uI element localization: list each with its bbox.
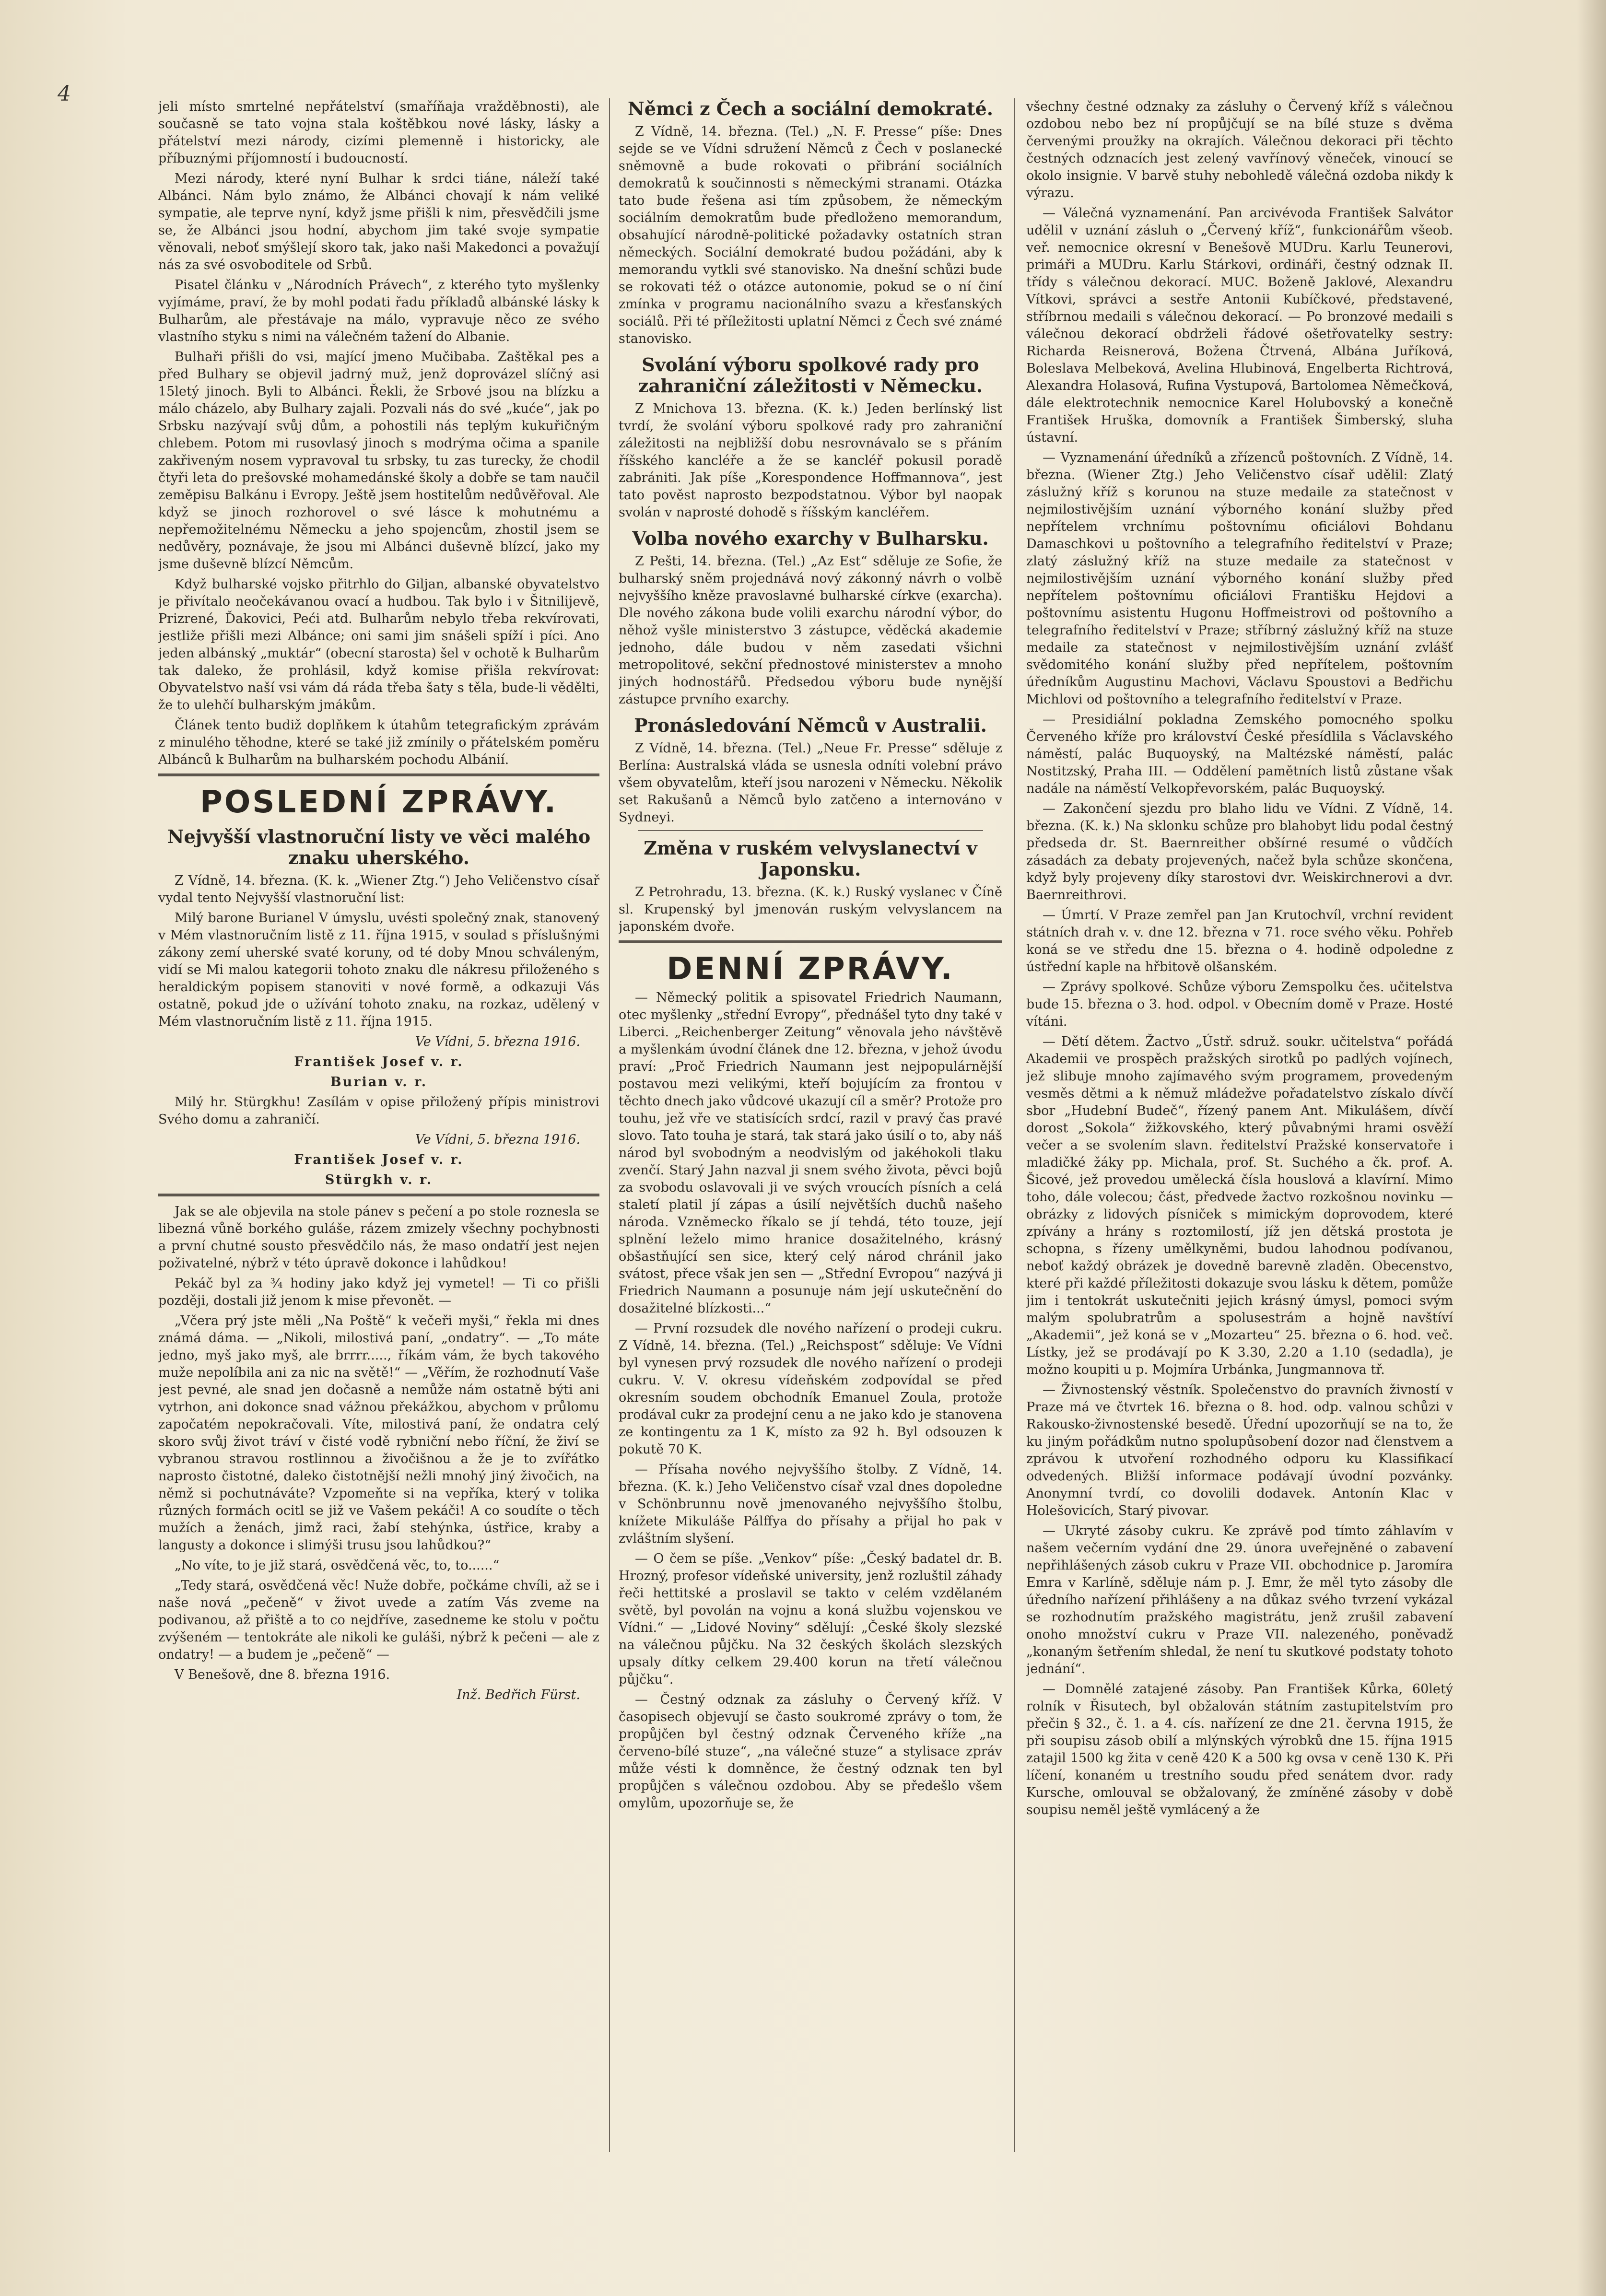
article-text: — Vyznamenání úředníků a zřízenců poštovních. Z Vídně, 14. března. (Wiener Ztg.) Jeho Veličenstvo císař udělil: Zlatý záslužný kříž s korunou na stuze medaile za statečnost v nejmilostivějším uznání výborného konání služby před nepřítelem vrchnímu poštovnímu oficiálovi Bohdanu Damaschkovi u poštovního a telegrafního ředitelství v Praze; zlatý záslužný kříž na stuze medaile za statečnost v nejmilostivějším uznání výborného konání služby před nepřítelem poštovnímu oficiálovi Františku Hejdovi a poštovnímu asistentu Hugonu Hoffmeistrovi od poštovního a telegrafního ředitelství v Praze; stříbrný záslužný kříž na stuze medaile za statečnost v nejmilostivějším uznání zvlášť svědomitého konání služby před nepřítelem, poštovním úředníkům Augustinu Machovi, Václavu Spoustovi a Bedřichu Michlovi od poštovního a telegrafního ředitelství v Praze. — [1026, 450, 1453, 707]
signature: Inž. Bedřich Fürst. — [457, 1687, 580, 1702]
dateline: Ve Vídni, 5. března 1916. — [415, 1132, 580, 1147]
article-text: „No víte, to je již stará, osvědčená věc, to, to......“ — [175, 1558, 500, 1573]
article-text: Bulhaři přišli do vsi, mající jmeno Mučibaba. Zaštěkal pes a před Bulhary se objevil jadrný muž, jenž doprovázel slíčný asi 15letý jinoch. Byli to Albánci. Řekli, že Srbové jsou na blízku a málo cházelo, aby Bulhary zajali. Pozvali nás do své „kuće“, jak po Srbsku nazývají svůj dům, a pohostili nás teplým kukuřičným chlebem. Potom mi rusovlasý jinoch s modrýma očima a spanile zakřiveným nosem vypravoval tu srbsky, tu zas turecky, že chodil čtyři leta do prešovské mohamedánské školy a dobře se tam naučil zeměpisu Balkánu i Evropy. Ještě jsem hostitelům nedůvěřoval. Ale když se jinoch rozhorovel o své lásce k mohutnému a nepřemožitelnému Německu a jeho spojencům, zhostil jsem se nedůvěry, poznávaje, že jsou mi Albánci duševně blízcí, jako my jsme duševně blízcí Němcům. — [158, 350, 599, 572]
section-divider — [158, 1194, 599, 1196]
article-headline: Nejvyšší vlastnoruční listy ve věci malého znaku uherského. — [167, 826, 591, 868]
article-divider — [638, 830, 983, 831]
article-text: Z Mnichova 13. března. (K. k.) Jeden berlínský list tvrdí, že svolání výboru spolkové rady pro zahraniční záležitosti na nejbližší dobu nesrovnávalo se s přáním říšského kancléře a že se kancléř pokusil poradě zabrániti. Jak píše „Korespondence Hoffmannova“, jest tato pověst naprosto bezpodstatnou. Výbor byl naopak svolán v naprosté dohodě s říšským kancléřem. — [619, 401, 1002, 520]
section-divider — [619, 940, 1002, 943]
article-text: — Čestný odznak za zásluhy o Červený kříž. V časopisech objevují se často soukromé zprávy o tom, že propůjčen byl čestný odznak Červeného kříže „na červeno-bílé stuze“, „na válečné stuze“ a stylisace zpráv může vésti k domněnce, že čestný odznak ten byl propůjčen s válečnou ozdobou. Aby se předešlo všem omylům, upozorňuje se, že — [619, 1692, 1002, 1811]
signature: František Josef v. r. — [294, 1152, 464, 1167]
article-headline: Pronásledování Němců v Australii. — [634, 715, 987, 736]
section-divider — [158, 773, 599, 776]
page-edge-shadow — [1577, 0, 1606, 2296]
article-text: Když bulharské vojsko přitrhlo do Giljan, albanské obyvatelstvo je přivítalo neočekávanou ovací a hudbou. Tak bylo i v Šitnilijevě, Prizrené, Ďakovici, Peći atd. Bulharům nebylo třeba rekvírovati, jestliže přišli mezi Albánce; oni sami jim snášeli spíží i píci. Ano jeden albánský „muktár“ (obecní starosta) šel v ochotě k Bulharům tak daleko, že prohlásil, když komise přišla rekvírovat: Obyvatelstvo naší vsi vám dá ráda třeba šaty s těla, bude-li vědělti, že to ulehčí bulharským jmákům. — [158, 577, 599, 713]
article-text: — Přísaha nového nejvyššího štolby. Z Vídně, 14. března. (K. k.) Jeho Veličenstvo císař vzal dnes dopoledne v Schönbrunnu nově jmenovaného nejvyššího štolbu, knížete Mikuláše Pálffya do přísahy a přijal ho pak v zvláštním slyšení. — [619, 1462, 1002, 1546]
article-text: Z Petrohradu, 13. března. (K. k.) Ruský vyslanec v Číně sl. Krupenský byl jmenován ruským velvyslancem na japonském dvoře. — [619, 885, 1002, 934]
article-text: Z Vídně, 14. března. (K. k. „Wiener Ztg.“) Jeho Veličenstvo císař vydal tento Nejvyšší vlastnoruční list: — [158, 873, 599, 905]
signature: Burian v. r. — [330, 1075, 428, 1089]
article-text: — Zakončení sjezdu pro blaho lidu ve Vídni. Z Vídně, 14. března. (K. k.) Na sklonku schůze pro blahobyt lidu podal čestný předseda dr. St. Baernreither obšírné resumé o vůdčích zásadách za debaty projevených, načež byla schůze skončena, když byly projeveny díky starostovi dvr. Weiskirchnerovi a dvr. Baernreithrovi. — [1026, 801, 1453, 902]
article-text: Jak se ale objevila na stole pánev s pečení a po stole roznesla se libezná vůně borkého guláše, rázem zmizely všechny pochybnosti a první chutné sousto přesvědčilo nás, že maso ondatří jest nejen poživatelné, nýbrž v této úpravě dokonce i lahůdkou! — [158, 1204, 599, 1271]
article-text: — Domnělé zatajené zásoby. Pan František Kůrka, 60letý rolník v Řisutech, byl obžalován státním zastupitelstvím pro přečin § 32., č. 1. a 4. cís. nařízení ze dne 21. června 1915, že při soupisu zásob obilí a mlýnských výrobků dne 15. října 1915 zatajil 1500 kg žita v ceně 420 K a 500 kg ovsa v ceně 130 K. Při líčení, konaném u trestního soudu před senátem dvor. rady Kursche, omlouval se obžalovaný, že zmíněné zásoby v době soupisu neměl ještě vymlácený a že — [1026, 1682, 1453, 1817]
dateline: Ve Vídni, 5. března 1916. — [415, 1034, 580, 1049]
column-1 — [158, 98, 599, 2171]
article-text: — O čem se píše. „Venkov“ píše: „Český badatel dr. B. Hrozný, profesor vídeňské university, jenž rozluštil záhady řeči hettitské a proslavil se takto v celém vzdělaném světě, byl povolán na vojnu a koná službu vojenskou ve Vídni.“ — „Lidové Noviny“ sdělují: „České školy slezské na válečnou půjčku. Na 32 českých školách slezských upsaly dítky celkem 29.400 korun na třetí válečnou půjčku“. — [619, 1551, 1002, 1687]
article-text: — První rozsudek dle nového nařízení o prodeji cukru. Z Vídně, 14. března. (Tel.) „Reichspost“ sděluje: Ve Vídni byl vynesen prvý rozsudek dle nového nařízení o prodeji cukru. V. V. okresu vídeňském zodpovídal se před okresním soudem obchodník Emanuel Zoula, protože prodával cukr za prodejní cenu a ne jako kdo je stanovena ze kontingentu za 1 K, místo za 92 h. Byl odsouzen k pokutě 70 K. — [619, 1321, 1002, 1457]
article-text: — Presidiální pokladna Zemského pomocného spolku Červeného kříže pro království České přesídlila s Václavského náměstí, palác Buquoyský, na Maltézské náměstí, palác Nostitzský, Praha III. — Oddělení pamětních listů zůstane však nadále na náměstí Velkopřevorském, palác Buquoyský. — [1026, 712, 1453, 796]
article-headline: Změna v ruském velvyslanectví v Japonsku. — [644, 837, 977, 880]
article-text: Článek tento budiž doplňkem k útahům tetegrafickým zprávám z minulého těhodne, které se také již zmínily o přátelském poměru Albánců k Bulharům na bulharském pochodu Albánií. — [158, 718, 599, 767]
dateline: V Benešově, dne 8. března 1916. — [175, 1667, 390, 1682]
signature: František Josef v. r. — [294, 1054, 464, 1069]
article-text: — Dětí dětem. Žactvo „Ústř. sdruž. soukr. učitelstva“ pořádá Akademii ve prospěch pražských sirotků po padlých vojínech, jež slibuje mnoho zajímavého svým programem, provedeným vesměs dětmi a k němuž mládežve pořadatelstvo získalo dívčí sbor „Hudební Budeč“, řízený panem Ant. Mikulášem, dívčí dorost „Sokola“ žižkovského, který půvabnými hrami osvěží večer a se svolením slavn. ředitelství Pražské konservatoře i mladičké žáky pp. Michala, prof. St. Suchého a čk. prof. A. Šicové, jež provedou umělecká čísla houslová a klavírní. Mimo toho, dále volecou; část, předvede žactvo rozkošnou novinku — obrázky z lidových písniček s mimickým doprovodem, které zpívány a hrány s roztomilostí, jíž jen dětská prostota je schopna, s řízeny umělkyněmi, budou lahodnou podívanou, neboť každý obrázek je dovedně barevně zladěn. Obecenstvo, které při každé příležitosti dokazuje svou lásku k dětem, pomůže jim i tentokrát uskutečniti jejich krásný úmysl, pomoci svým malým spolubratrům a spolusestrám a hojně navštíví „Akademii“, jež koná se v „Mozarteu“ 25. března o 6. hod. več. Lístky, jež se prodávají po K 3.30, 2.20 a 1.10 (sedadla), je možno koupiti u p. Mojmíra Urbánka, Jungmannova tř. — [1026, 1034, 1453, 1377]
column-2 — [619, 98, 1002, 2171]
signature: Stürgkh v. r. — [325, 1172, 433, 1187]
article-text: — Živnostenský věstník. Společenstvo do pravních živností v Praze má ve čtvrtek 16. března o 8. hod. odp. valnou schůzi v Rakousko-živnostenské besedě. Úřední upozorňují se na to, že ku jiným pořádkům nutno spolupůsobení dozor nad členstvem a zprávou k utvoření rozhodného odporu ku Klassifikací odvedených. Bližší informace podávají úvodní pozvánky. Anonymní tvrdí, co dovolili dodavek. Antonín Klac v Holešovicích, Starý pivovar. — [1026, 1382, 1453, 1518]
page-mark: 4 — [58, 82, 71, 106]
article-text: Mezi národy, které nyní Bulhar k srdci tiáne, náleží také Albánci. Nám bylo známo, že Albánci chovají k nám veliké sympatie, ale teprve nyní, když jsme přišli k nim, přesvědčili jsme se, že Albánci jsou hodní, abychom jim také svoje sympatie věnovali, neboť smýšlejí skoro tak, jako naši Makedonci a považují nás za své osvoboditele od Srbů. — [158, 171, 599, 272]
article-headline: Němci z Čech a sociální demokraté. — [628, 98, 993, 119]
article-text: „Včera prý jste měli „Na Poště“ k večeři myši,“ řekla mi dnes známá dáma. — „Nikoli, milostivá paní, „ondatry“. — „To máte jedno, myš jako myš, ale brrrr....., říkám vám, že bych takového muže nepolíbila ani za nic na světě!“ — „Věřím, že rozhodnutí Vaše jest pevné, ale snad jen dočasně a nemůže nám ostatně býti ani vytrhon, ani dokonce snad vážnou překážkou, abychom v průlomu započatém nepokračovali. Víte, milostivá paní, že ondatra celý skoro svůj život tráví v čisté vodě rybniční nebo říční, že živí se vybranou stravou rostlinnou a živočišnou a že je to zvířátko naprosto čistotné, daleko čistotnější nežli mnohý jiný živočich, na němž si pochutnáváte? Vzpomeňte si na vepříka, který v tolika různých formách ocitl se již ve Vašem pekáči! A co soudíte o těch mužích a ženách, jimž raci, žabí stehýnka, ústřice, kraby a langusty a dokonce i slimýši trusu jsou lahůdkou?“ — [158, 1313, 599, 1553]
article-text: Milý barone Burianel V úmyslu, uvésti společný znak, stanovený v Mém vlastnoručním listě z 11. října 1915, v soulad s příslušnými zákony zemí uherské svaté koruny, od té doby Mnou schváleným, vidí se Mi malou kategorii tohoto znaku dle nákresu přiloženého s heraldickým popisem stanoviti v nové formě, a odkazuji Vás ostatně, pokud jde o užívání tohoto znaku, na rozkaz, udělený v Mém vlastnoručním listě z 11. října 1915. — [158, 911, 599, 1029]
article-text: — Válečná vyznamenání. Pan arcivévoda František Salvátor udělil v uznání zásluh o „Červený kříž“, funkcionářům všeob. veř. nemocnice okresní v Benešově MUDru. Karlu Teunerovi, primáři a MUDru. Karlu Stárkovi, ordináři, čestný odznak II. třídy s válečnou dekorací. MUC. Boženě Jaklové, Alexandru Vítkovi, správci a sestře Antonii Kubíčkové, představené, stříbrnou medaili s válečnou dekorací. — Po bronzové medaili s válečnou dekorací obdrželi řádové ošetřovatelky sestry: Richarda Reisnerová, Božena Čtrvená, Albána Juříková, Boleslava Melbeková, Avelina Hlubinová, Engelberta Richtrová, Alexandra Holasová, Rufina Vystupová, Bartolomea Němečková, dále elektrotechnik nemocnice Karel Holubovský a konečně František Hruška, domovník a František Šimberský, sluha ústavní. — [1026, 206, 1453, 445]
section-title-denni-zpravy: DENNÍ ZPRÁVY. — [667, 951, 954, 987]
article-text: Z Vídně, 14. března. (Tel.) „N. F. Presse“ píše: Dnes sejde se ve Vídni sdružení Němců z Čech v poslanecké sněmovně a bude rokovati o přibrání sociálních demokratů k součinnosti s německými stranami. Otázka tato bude řešena asi tím způsobem, že německým sociálním demokratům bude předloženo memorandum, obsahující národně-politické požadavky ostatních stran německých. Sociální demokraté budou požádáni, aby k memorandu vytkli své stanovisko. Na dnešní schůzi bude se rokovati též o otázce autonomie, pokud se o ní činí zmínka v programu nacionálního svazu a křesťanských sociálů. Při té příležitosti uplatní Němci z Čech své známé stanovisko. — [619, 124, 1002, 346]
article-text: Milý hr. Stürgkhu! Zasílám v opise přiložený přípis ministrovi Svého domu a zahraničí. — [158, 1095, 599, 1127]
article-text: jeli místo smrtelné nepřátelství (smaříňaja vražděbnosti), ale současně se tato vojna stala koštěbkou nové lásky, lásky a přátelství mezi národy, cizími plemenně i historicky, ale příbuznými příjomností i budoucností. — [158, 99, 599, 166]
article-headline: Svolání výboru spolkové rady pro zahraniční záležitosti v Německu. — [638, 354, 983, 397]
article-headline: Volba nového exarchy v Bulharsku. — [632, 527, 989, 549]
section-title-posledni-zpravy: POSLEDNÍ ZPRÁVY. — [199, 785, 558, 820]
column-rule-2 — [1014, 98, 1015, 2152]
article-text: — Ukryté zásoby cukru. Ke zprávě pod tímto záhlavím v našem večerním vydání dne 29. února uveřejněné o zabavení nepřihlášených zásob cukru v Praze VII. obchodnice p. Jaromíra Emra v Karlíně, sděluje nám p. J. Emr, že měl tyto zásoby dle úředního nařízení přihlášeny a na důkaz svého tvrzení vykázal se rozhodnutím pražského magistrátu, jenž zrušil zabavení onoho množství cukru v Praze VII. nalezeného, poněvadž „konaným šetřením shledal, že není tu skutkové podstaty tohoto jednání“. — [1026, 1523, 1453, 1676]
column-3 — [1026, 98, 1453, 2171]
article-text: Z Pešti, 14. března. (Tel.) „Az Est“ sděluje ze Sofie, že bulharský sněm projednává nový zákonný návrh o volbě nejvyššího kněze pravoslavné bulharské církve (exarcha). Dle nového zákona bude volili exarchu národní výbor, do něhož vyšle ministerstvo 3 zástupce, věděcká akademie jednoho, dále budou v něm zasedati všichni metropolitové, sekční přednostové ministerstev a mnoho jiných hodnostářů. Předsedou výboru bude nynější zástupce prvního exarchy. — [619, 554, 1002, 707]
article-text: všechny čestné odznaky za zásluhy o Červený kříž s válečnou ozdobou nebo bez ní propůjčují se na bílé stuze s dvěma červenými proužky na okrajích. Válečnou dekoraci při těchto čestných odznacích jest zelený vavřínový věneček, vinoucí se okolo insignie. V barvě stuhy nebohledě válečná ozdoba nikdy k výrazu. — [1026, 99, 1453, 200]
article-text: — Úmrtí. V Praze zemřel pan Jan Krutochvíl, vrchní revident státních drah v. v. dne 12. března v 71. roce svého věku. Pohřeb koná se ve středu dne 15. března o 4. hodině odpoledne z ústřední kaple na hřbitově olšanském. — [1026, 908, 1453, 974]
article-text: „Tedy stará, osvědčená věc! Nuže dobře, počkáme chvíli, až se i naše nová „pečeně“ v život uvede a zatím Vás zveme na podivanou, až přiště a to co nejdříve, zasedneme ke stolu v počtu zvýšeném — tentokráte ale nikoli ke guláši, nýbrž k pečeni — ale z ondatry! — a budem je „pečeně“ — — [158, 1578, 599, 1662]
article-text: Pekáč byl za ¾ hodiny jako když jej vymetel! — Ti co přišli později, dostali již jenom k mise převonět. — — [158, 1276, 599, 1308]
article-text: Z Vídně, 14. března. (Tel.) „Neue Fr. Presse“ sděluje z Berlína: Australská vláda se usnesla odníti volební právo všem obyvatelům, kteří jsou narozeni v Německu. Několik set Rakušanů a Němců bylo zatčeno a internováno v Sydneyi. — [619, 741, 1002, 825]
article-text: — Německý politik a spisovatel Friedrich Naumann, otec myšlenky „střední Evropy“, přednášel tyto dny také v Liberci. „Reichenberger Zeitung“ věnovala jeho návštěvě a myšlenkám úvodní článek dne 12. března, v jehož úvodu praví: „Proč Friedrich Naumann jest nejpopulárnější postavou mezi velikými, kteří bojujícím za frontou v těchto dnech jako vůdcové ukazují cíl a směr? Protože pro touhu, jež vře ve statisících srdcí, razil v pravý čas pravé slovo. Tato touha je stará, tak stará jako úsilí o to, aby náš národ byl svobodným a neodvislým od jakéhokoli tlaku zvenčí. Starý Jahn nazval ji snem svého života, pěvci bojů za svobodu oslavovali ji ve svých vroucích písních a celá staletí platil jí zápas a úsilí největších duchů našeho národa. Vzněmecko říkalo se jí tehdá, této touze, její splnění leželo mimo hranice dosažitelného, krásný obšastňující sen sice, který celý národ chránil jako svátost, přece však jen sen — „Střední Evropou“ nazývá ji Friedrich Naumann a posunuje nám její uskutečnění do dosažitelné blízkosti...“ — [619, 990, 1002, 1316]
article-text: Pisatel článku v „Národních Právech“, z kterého tyto myšlenky vyjímáme, praví, že by mohl podati řadu příkladů albánské lásky k Bulharům, ale přestávaje na málo, vypravuje něco ze svého vlastního styku s nimi na válečném tažení do Albanie. — [158, 278, 599, 344]
column-rule-1 — [609, 98, 610, 2152]
article-text: — Zprávy spolkové. Schůze výboru Zemspolku čes. učitelstva bude 15. března o 3. hod. odpol. v Obecním domě v Praze. Hosté vítáni. — [1026, 980, 1453, 1029]
